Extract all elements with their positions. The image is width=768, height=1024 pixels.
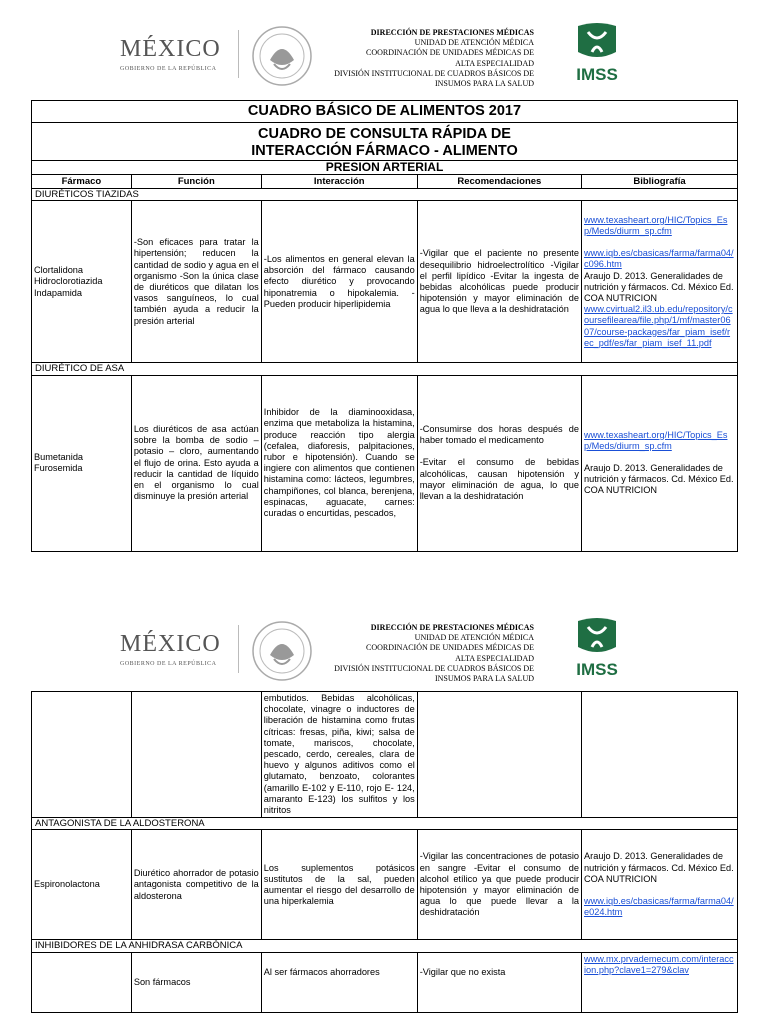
cell-bibliografia — [581, 201, 737, 363]
imss-logo-text: IMSS — [576, 660, 618, 679]
col-header-recomendaciones: Recomendaciones — [417, 175, 581, 189]
mexico-logo-text: MÉXICO — [120, 631, 221, 657]
bib-link[interactable]: www.mx.prvademecum.com/interaccion.php?clave1=279&clav — [584, 953, 734, 975]
cell-bibliografia — [582, 830, 738, 940]
institution-header — [300, 623, 534, 684]
page-header — [0, 0, 768, 90]
cell-funcion: Diurético ahorrador de potasio antagonista competitivo de la aldosterona — [131, 830, 261, 940]
cell-recomendaciones — [417, 692, 581, 818]
inst-line: UNIDAD DE ATENCIÓN MÉDICA — [414, 633, 534, 643]
table-row — [32, 692, 738, 818]
inst-line: DIRECCIÓN DE PRESTACIONES MÉDICAS — [370, 623, 534, 632]
inst-line: ALTA ESPECIALIDAD — [455, 58, 534, 68]
subtitle-line-2: INTERACCIÓN FÁRMACO - ALIMENTO — [251, 143, 518, 159]
cell-recomendaciones: -Vigilar que no exista — [417, 952, 581, 1012]
bib-link[interactable]: www.iqb.es/cbasicas/farma/farma04/e024.htm — [584, 896, 734, 918]
bib-reference: Araujo D. 2013. Generalidades de nutrición y fármacos. Cd. México Ed. COA NUTRICION — [583, 270, 734, 303]
drug-food-table-p2 — [31, 691, 738, 1013]
cell-funcion — [131, 692, 261, 818]
page-2 — [0, 595, 768, 1024]
logo-divider — [238, 30, 239, 78]
table-title: CUADRO BÁSICO DE ALIMENTOS 2017 — [32, 101, 738, 123]
table-row — [32, 952, 738, 1012]
logo-divider — [238, 625, 239, 673]
cell-farmaco: Espironolactona — [32, 830, 132, 940]
bib-link[interactable]: www.texasheart.org/HIC/Topics_Esp/Meds/diurm_sp.cfm — [583, 214, 728, 236]
cell-funcion: Los diuréticos de asa actúan sobre la bomba de sodio – potasio – cloro, aumentando el flujo de orina. Esto ayuda a reducir la cantidad de líquido en el organismo lo cual disminuye la presión arterial — [131, 375, 261, 551]
imss-logo-text: IMSS — [576, 65, 618, 84]
mexico-logo-subtitle: GOBIERNO DE LA REPÚBLICA — [120, 661, 217, 667]
cell-interaccion: Los suplementos potásicos sustitutos de la sal, pueden aumentar el riesgo del desarrollo de una hiperkalemia — [261, 830, 417, 940]
col-header-interaccion: Interacción — [261, 175, 417, 189]
cell-interaccion: Al ser fármacos ahorradores — [261, 952, 417, 1012]
drug-food-table-p1 — [31, 100, 738, 552]
table-row — [32, 830, 738, 940]
table-row — [32, 375, 738, 551]
cell-recomendaciones: -Vigilar las concentraciones de potasio en sangre -Evitar el consumo de alcohol etílico ya que puede producir hipotensión y mayor eliminación de agua lo que puede llevar a la deshidratación — [417, 830, 581, 940]
cell-farmaco: Clortalidona Hidroclorotiazida Indapamida — [32, 201, 132, 363]
inst-line: ALTA ESPECIALIDAD — [455, 653, 534, 663]
cell-recomendaciones: -Vigilar que el paciente no presente desequilibrio hidroelectrolítico -Vigilar el perfil lipídico -Evitar la ingesta de bebidas alcohólicas puede producir hipotensión y mayor eliminación de agua lo que lleva a la deshidratación — [417, 201, 581, 363]
section-inhibidores-anhidrasa: INHIBIDORES DE LA ANHIDRASA CARBÓNICA — [32, 940, 738, 952]
inst-line: COORDINACIÓN DE UNIDADES MÉDICAS DE — [366, 48, 534, 58]
inst-line: DIRECCIÓN DE PRESTACIONES MÉDICAS — [370, 28, 534, 37]
col-header-funcion: Función — [131, 175, 261, 189]
cell-interaccion: embutidos. Bebidas alcohólicas, chocolate, vinagre o inductores de liberación de histamina como frutas cítricas: fresas, piña, kiwi; salsa de tomate, mariscos, chocolate, pescado, cerdo, cereales, clara de huevo y algunos aditivos como el glutamato, benzoato, colorantes (amarillo E-102 y E-110, rojo E- 124, amaranto E-123) los sulfitos y los nitritos — [261, 692, 417, 818]
table-row — [32, 201, 738, 363]
inst-line: COORDINACIÓN DE UNIDADES MÉDICAS DE — [366, 643, 534, 653]
recomendacion: -Consumirse dos horas después de haber tomado el medicamento — [419, 424, 579, 446]
inst-line: INSUMOS PARA LA SALUD — [434, 79, 534, 89]
bib-link[interactable]: www.cvirtual2.il3.ub.edu/repository/coursefilearea/file.php/1/mf/master0607/course-packages/far_piam_isef/rec_pdf/es/far_piam_isef_11.pdf — [583, 304, 733, 348]
imss-logo-icon — [568, 22, 626, 84]
cell-farmaco — [32, 952, 132, 1012]
page-header — [0, 595, 768, 685]
subtitle-line-1: CUADRO DE CONSULTA RÁPIDA DE — [258, 126, 511, 142]
section-diureticos-tiazidas: DIURÉTICOS TIAZIDAS — [32, 189, 738, 201]
inst-line: INSUMOS PARA LA SALUD — [434, 674, 534, 684]
bib-reference: Araujo D. 2013. Generalidades de nutrición y fármacos. Cd. México Ed. COA NUTRICION — [583, 463, 734, 496]
section-diuretico-de-asa: DIURÉTICO DE ASA — [32, 363, 738, 375]
bib-reference: Araujo D. 2013. Generalidades de nutrición y fármacos. Cd. México Ed. COA NUTRICION — [584, 851, 734, 884]
cell-farmaco: Bumetanida Furosemida — [32, 375, 132, 551]
cell-funcion: -Son eficaces para tratar la hipertensión; reducen la cantidad de sodio y agua en el organismo -Son la única clase de diuréticos que dilatan los vasos sanguíneos, lo cual también ayuda a reducir la presión arterial — [131, 201, 261, 363]
mexico-logo-subtitle: GOBIERNO DE LA REPÚBLICA — [120, 66, 217, 72]
cell-bibliografia — [582, 952, 738, 1012]
table-subtitle — [32, 123, 738, 161]
cell-interaccion: -Los alimentos en general elevan la absorción del fármaco causando efecto diurético y provocando hiponatremia o hipokalemia. -Pueden producir hiperlipidemia — [261, 201, 417, 363]
inst-line: UNIDAD DE ATENCIÓN MÉDICA — [414, 38, 534, 48]
mexico-logo-text: MÉXICO — [120, 36, 221, 62]
cell-recomendaciones — [417, 375, 581, 551]
bib-link[interactable]: www.texasheart.org/HIC/Topics_Esp/Meds/diurm_sp.cfm — [583, 429, 728, 451]
col-header-bibliografia: Bibliografía — [581, 175, 737, 189]
cell-bibliografia — [581, 375, 737, 551]
cell-interaccion: Inhibidor de la diaminooxidasa, enzima que metaboliza la histamina, produce reacción tipo alergia (cefalea, diaforesis, palpitaciones, rubor e hipotensión). Cuando se ingiere con alimentos que contienen histamina como: lácteos, legumbres, champiñones, col blanca, berenjena, espinacas, aguacate, carnes: curadas o encurtidas, pescados, — [261, 375, 417, 551]
bib-link[interactable]: www.iqb.es/cbasicas/farma/farma04/c096.htm — [583, 248, 734, 270]
imss-logo-icon — [568, 617, 626, 679]
cell-funcion: Son fármacos — [131, 952, 261, 1012]
cell-farmaco — [32, 692, 132, 818]
inst-line: DIVISIÓN INSTITUCIONAL DE CUADROS BÁSICOS DE — [334, 68, 534, 78]
institution-header — [300, 28, 534, 89]
recomendacion: -Evitar el consumo de bebidas alcohólicas, causan hipotensión y mayor eliminación de agua, lo que llevan a la deshidratación — [419, 457, 579, 502]
column-header-row — [32, 175, 738, 189]
inst-line: DIVISIÓN INSTITUCIONAL DE CUADROS BÁSICOS DE — [334, 663, 534, 673]
section-antagonista-aldosterona: ANTAGONISTA DE LA ALDOSTERONA — [32, 818, 738, 830]
col-header-farmaco: Fármaco — [32, 175, 132, 189]
table-category: PRESION ARTERIAL — [32, 161, 738, 175]
cell-bibliografia — [582, 692, 738, 818]
